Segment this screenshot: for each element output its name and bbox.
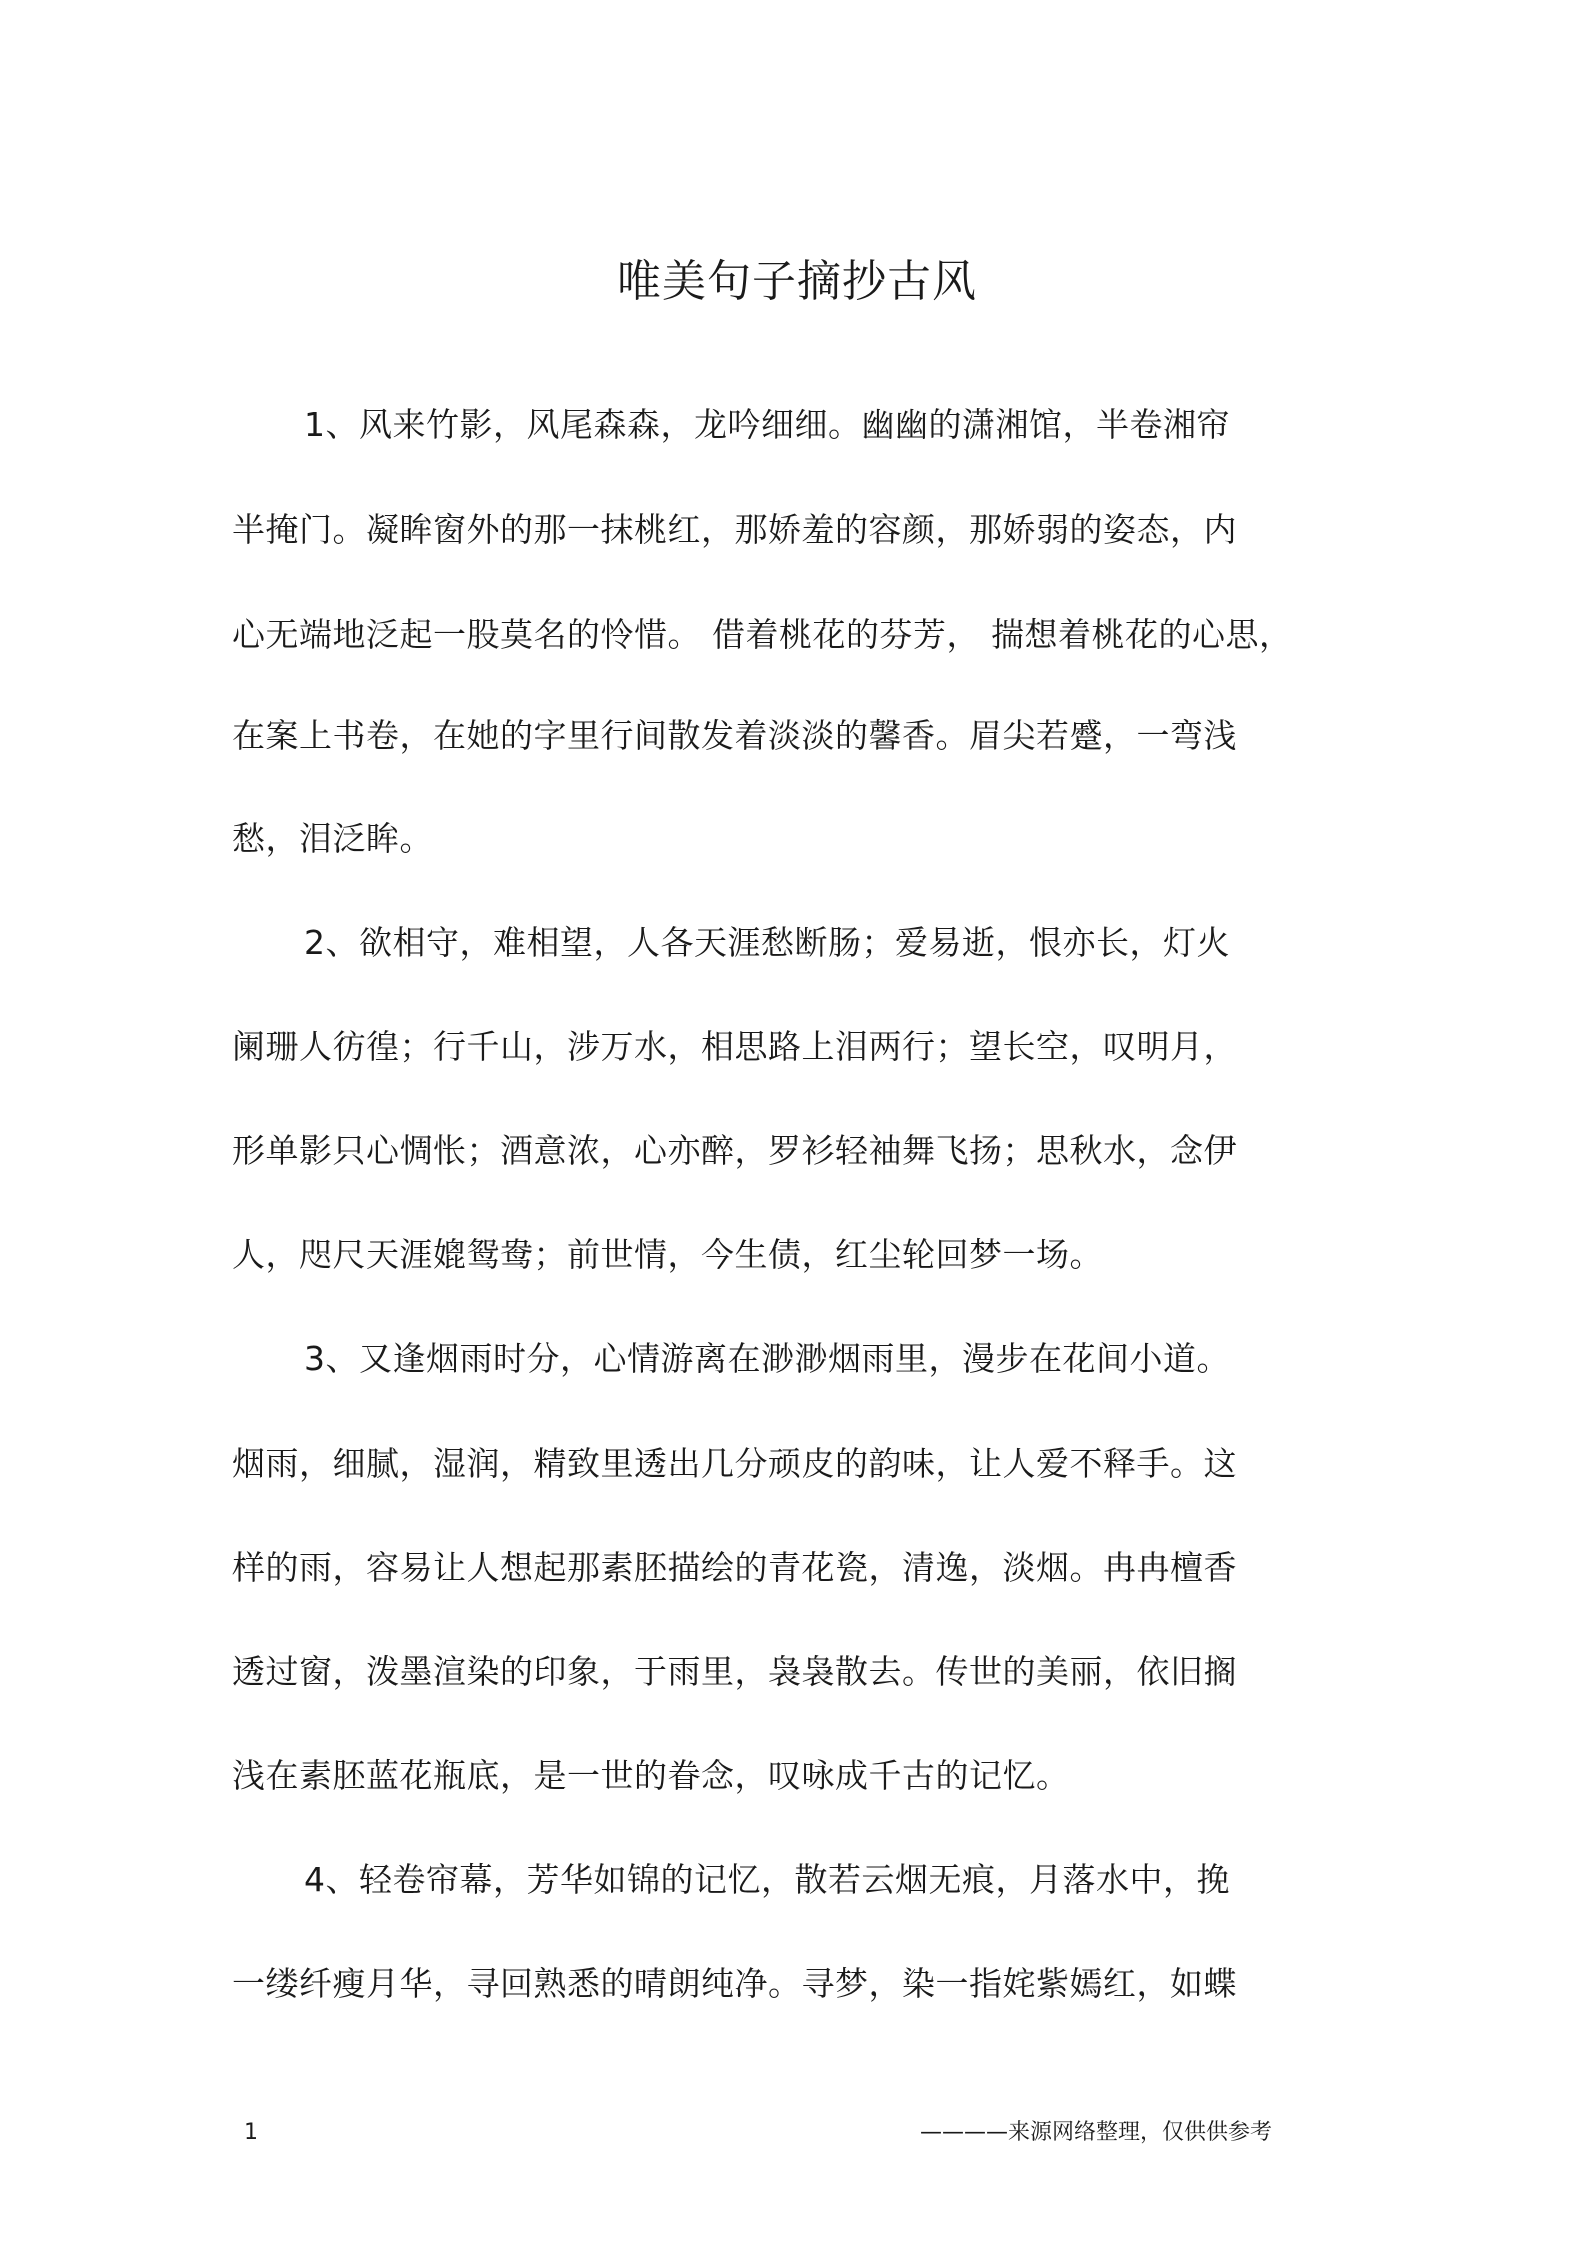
paragraph-4-line-1: 4、轻卷帘幕，芳华如锦的记忆，散若云烟无痕，月落水中，挽: [304, 1860, 1230, 1899]
paragraph-3-line-2: 烟雨，细腻，湿润，精致里透出几分顽皮的韵味，让人爱不释手。这: [232, 1444, 1237, 1483]
paragraph-2-line-4: 人，咫尺天涯媲鸳鸯；前世情，今生债，红尘轮回梦一场。: [232, 1235, 1103, 1274]
footer-source-note: ————来源网络整理，仅供供参考: [920, 2120, 1273, 2145]
paragraph-2-line-2: 阑珊人彷徨；行千山，涉万水，相思路上泪两行；望长空，叹明月，: [232, 1027, 1237, 1066]
paragraph-3-line-5: 浅在素胚蓝花瓶底，是一世的眷念，叹咏成千古的记忆。: [232, 1756, 1070, 1795]
document-title: 唯美句子摘抄古风: [617, 256, 977, 307]
paragraph-1-line-1: 1、风来竹影，风尾森森，龙吟细细。幽幽的潇湘馆，半卷湘帘: [304, 405, 1230, 444]
paragraph-1-line-2: 半掩门。凝眸窗外的那一抹桃红，那娇羞的容颜，那娇弱的姿态，内: [232, 510, 1237, 549]
paragraph-1-line-3: 心无端地泛起一股莫名的怜惜。 借着桃花的芬芳， 揣想着桃花的心思，: [232, 615, 1293, 654]
paragraph-3-line-1: 3、又逢烟雨时分，心情游离在渺渺烟雨里，漫步在花间小道。: [304, 1339, 1230, 1378]
paragraph-4-line-2: 一缕纤瘦月华，寻回熟悉的晴朗纯净。寻梦，染一指姹紫嫣红，如蝶: [232, 1964, 1237, 2003]
paragraph-2-line-1: 2、欲相守，难相望，人各天涯愁断肠；爱易逝，恨亦长，灯火: [304, 923, 1230, 962]
paragraph-1-line-5: 愁，泪泛眸。: [232, 819, 433, 858]
paragraph-3-line-4: 透过窗，泼墨渲染的印象，于雨里，袅袅散去。传世的美丽，依旧搁: [232, 1652, 1237, 1691]
paragraph-2-line-3: 形单影只心惆怅；酒意浓，心亦醉，罗衫轻袖舞飞扬；思秋水，念伊: [232, 1131, 1237, 1170]
footer-page-number: 1: [244, 2120, 258, 2145]
paragraph-1-line-4: 在案上书卷，在她的字里行间散发着淡淡的馨香。眉尖若蹙，一弯浅: [232, 716, 1237, 755]
paragraph-3-line-3: 样的雨，容易让人想起那素胚描绘的青花瓷，清逸，淡烟。冉冉檀香: [232, 1548, 1237, 1587]
